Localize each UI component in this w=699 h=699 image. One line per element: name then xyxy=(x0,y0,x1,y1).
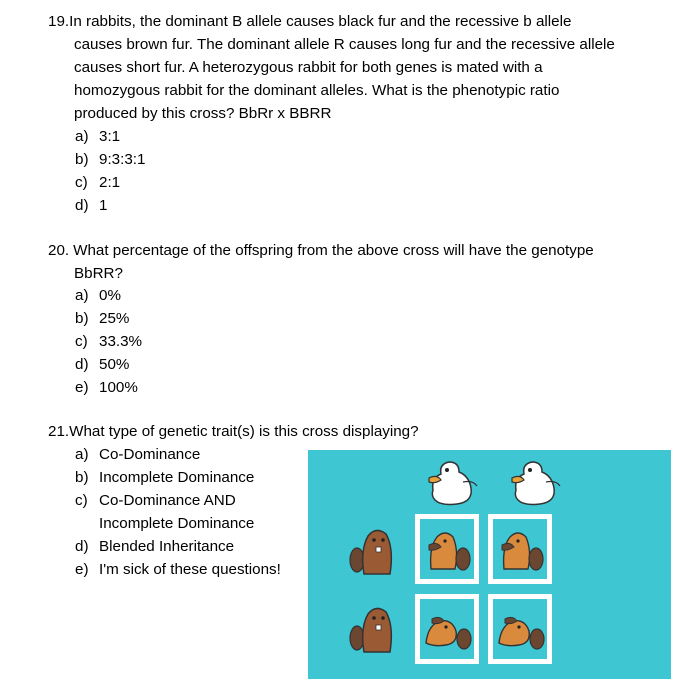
platybeaver-icon xyxy=(495,609,545,651)
beaver-parent-icon xyxy=(348,598,402,658)
question-text-line: causes brown fur. The dominant allele R causes long fur and the recessive allele xyxy=(74,36,615,53)
option-letter: b) xyxy=(75,310,89,327)
question-text-line: causes short fur. A heterozygous rabbit for both genes is mated with a xyxy=(74,59,543,76)
option-text: 2:1 xyxy=(99,174,121,191)
punnett-cell xyxy=(488,514,552,584)
beaver-parent-icon xyxy=(348,520,402,580)
question-text-line: In rabbits, the dominant B allele causes black fur and the recessive b allele xyxy=(69,13,572,30)
question-number: 19. xyxy=(48,13,70,30)
option-letter: c) xyxy=(75,492,88,509)
question-text-line: What type of genetic trait(s) is this cross displaying? xyxy=(69,423,419,440)
option-text: 9:3:3:1 xyxy=(99,151,146,168)
option-letter: d) xyxy=(75,197,89,214)
option-text: Co-Dominance AND xyxy=(99,492,236,509)
question-number: 21. xyxy=(48,423,70,440)
question-19 xyxy=(48,10,615,125)
question-text-line: homozygous rabbit for the dominant alleles. What is the phenotypic ratio xyxy=(74,82,560,99)
option-21a xyxy=(75,443,200,466)
option-letter: a) xyxy=(75,446,89,463)
option-letter: b) xyxy=(75,469,89,486)
punnett-cell xyxy=(415,594,479,664)
question-20 xyxy=(48,239,594,285)
option-19c xyxy=(75,171,120,194)
option-19a xyxy=(75,125,120,148)
option-letter: e) xyxy=(75,561,89,578)
option-letter: e) xyxy=(75,379,89,396)
option-20c xyxy=(75,330,142,353)
question-text-line: BbRR? xyxy=(74,265,123,282)
duck-parent-icon xyxy=(423,456,479,510)
punnett-square-illustration xyxy=(308,450,671,679)
option-letter: d) xyxy=(75,538,89,555)
option-19b xyxy=(75,148,145,171)
option-text: I'm sick of these questions! xyxy=(99,561,281,578)
option-text: 3:1 xyxy=(99,128,121,145)
option-letter: d) xyxy=(75,356,89,373)
option-20a xyxy=(75,284,121,307)
option-letter: a) xyxy=(75,128,89,145)
option-letter: b) xyxy=(75,151,89,168)
option-19d xyxy=(75,194,107,217)
option-20d xyxy=(75,353,129,376)
option-21e xyxy=(75,558,281,581)
option-text-continued: Incomplete Dominance xyxy=(99,515,255,532)
option-letter: c) xyxy=(75,333,88,350)
option-text: Co-Dominance xyxy=(99,446,201,463)
option-text: Incomplete Dominance xyxy=(99,469,255,486)
duck-parent-icon xyxy=(506,456,562,510)
option-21c xyxy=(75,489,254,535)
option-text: Blended Inheritance xyxy=(99,538,235,555)
option-text: 100% xyxy=(99,379,138,396)
option-text: 33.3% xyxy=(99,333,143,350)
option-text: 25% xyxy=(99,310,130,327)
question-text-line: What percentage of the offspring from the above cross will have the genotype xyxy=(73,242,594,259)
platybeaver-icon xyxy=(496,523,544,575)
option-text: 50% xyxy=(99,356,130,373)
platybeaver-icon xyxy=(423,523,471,575)
option-20e xyxy=(75,376,138,399)
option-text: 0% xyxy=(99,287,121,304)
option-21b xyxy=(75,466,254,489)
option-letter: a) xyxy=(75,287,89,304)
option-text: 1 xyxy=(99,197,108,214)
question-text-line: produced by this cross? BbRr x BBRR xyxy=(74,105,332,122)
question-21 xyxy=(48,420,419,443)
question-number: 20. xyxy=(48,242,70,259)
option-letter: c) xyxy=(75,174,88,191)
option-20b xyxy=(75,307,129,330)
platybeaver-icon xyxy=(422,609,472,651)
punnett-cell xyxy=(415,514,479,584)
option-21d xyxy=(75,535,234,558)
punnett-cell xyxy=(488,594,552,664)
